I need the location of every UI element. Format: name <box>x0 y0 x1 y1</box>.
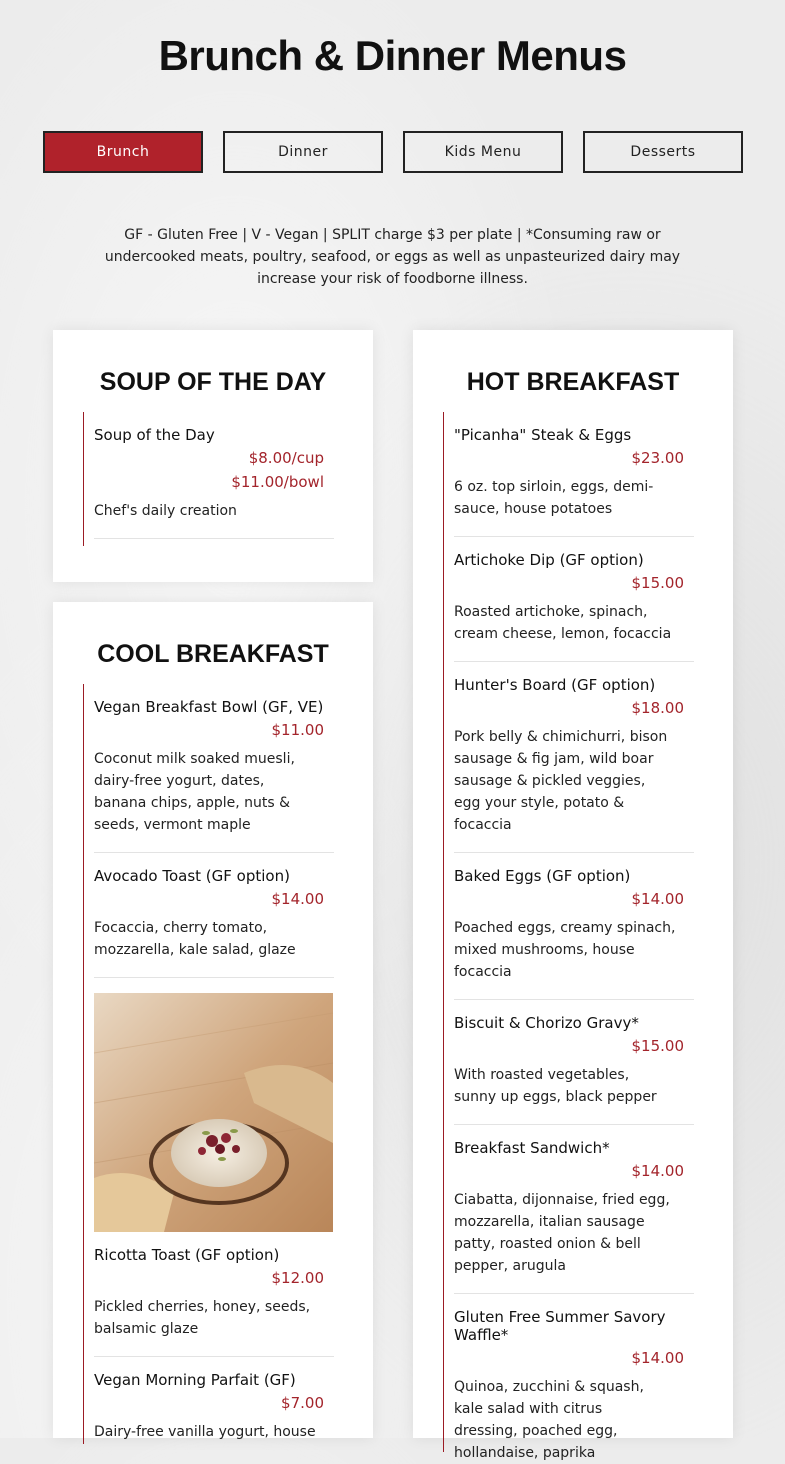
menu-item <box>444 662 694 836</box>
item-name: Gluten Free Summer Savory Waffle* <box>454 1308 666 1344</box>
item-name: Avocado Toast (GF option) <box>94 867 290 885</box>
menu-item <box>84 853 334 961</box>
item-divider <box>94 538 334 539</box>
item-price: $15.00 <box>631 1037 684 1055</box>
hot-breakfast-card <box>413 330 733 1461</box>
item-description: With roasted vegetables, sunny up eggs, black pepper <box>454 1067 657 1105</box>
menu-tabs <box>43 131 743 173</box>
item-price: $23.00 <box>631 449 684 467</box>
dish-photo-wrapper <box>84 978 334 1232</box>
item-description: Roasted artichoke, spinach, cream cheese, lemon, focaccia <box>454 604 672 642</box>
tab-dinner[interactable]: Dinner <box>223 131 383 173</box>
item-name: Vegan Breakfast Bowl (GF, VE) <box>94 698 324 716</box>
soup-items <box>83 412 334 546</box>
menu-item <box>444 537 694 645</box>
item-description: 6 oz. top sirloin, eggs, demi-sauce, house potatoes <box>454 479 654 517</box>
item-name: "Picanha" Steak & Eggs <box>454 426 632 444</box>
item-name: Breakfast Sandwich* <box>454 1139 610 1157</box>
soup-section-title: SOUP OF THE DAY <box>99 368 327 396</box>
item-price: $18.00 <box>631 699 684 717</box>
item-price: $14.00 <box>631 1349 684 1367</box>
tab-kids-menu[interactable]: Kids Menu <box>403 131 563 173</box>
item-price: $14.00 <box>631 1162 684 1180</box>
menu-item <box>84 1232 334 1340</box>
menu-item <box>444 1294 694 1464</box>
item-description: Quinoa, zucchini & squash, kale salad with citrus dressing, poached egg, hollandaise, paprika <box>454 1379 644 1461</box>
item-price: $14.00 <box>271 890 324 908</box>
item-description: Chef's daily creation <box>94 503 237 519</box>
item-description: Dairy-free vanilla yogurt, house <box>94 1424 316 1440</box>
page-title: Brunch & Dinner Menus <box>158 32 627 79</box>
hot-breakfast-items <box>443 412 694 1461</box>
item-price: $14.00 <box>631 890 684 908</box>
menu-item <box>444 853 694 983</box>
item-name: Ricotta Toast (GF option) <box>94 1246 280 1264</box>
item-price: $15.00 <box>631 574 684 592</box>
menu-item <box>444 1000 694 1108</box>
cool-breakfast-card <box>53 602 373 1438</box>
hot-breakfast-section-title: HOT BREAKFAST <box>466 368 680 396</box>
dietary-notice: GF - Gluten Free | V - Vegan | SPLIT charge $3 per plate | *Consuming raw or undercooked meats, poultry, seafood, or eggs as well as unpasteurized dairy may increase your risk of foodborne illness. <box>104 227 681 287</box>
cool-breakfast-items <box>83 684 334 1444</box>
menu-item <box>84 684 334 836</box>
soup-card <box>53 330 373 582</box>
menu-item <box>444 412 694 520</box>
item-description: Focaccia, cherry tomato, mozzarella, kale salad, glaze <box>94 920 296 958</box>
menu-item <box>84 1357 334 1443</box>
item-price: $7.00 <box>281 1394 324 1412</box>
item-price: $11.00 <box>271 721 324 739</box>
item-description: Pickled cherries, honey, seeds, balsamic glaze <box>94 1299 311 1337</box>
item-name: Biscuit & Chorizo Gravy* <box>454 1014 639 1032</box>
item-name: Hunter's Board (GF option) <box>454 676 656 694</box>
item-price-cup: $8.00/cup <box>248 449 324 467</box>
menu-item <box>84 412 334 522</box>
tab-desserts[interactable]: Desserts <box>583 131 743 173</box>
item-description: Poached eggs, creamy spinach, mixed mushrooms, house focaccia <box>454 920 676 980</box>
cool-breakfast-section-title: COOL BREAKFAST <box>97 640 329 668</box>
item-price-bowl: $11.00/bowl <box>231 473 324 491</box>
item-description: Ciabatta, dijonnaise, fried egg, mozzarella, italian sausage patty, roasted onion & bell pepper, arugula <box>454 1192 670 1274</box>
item-description: Coconut milk soaked muesli, dairy-free yogurt, dates, banana chips, apple, nuts & seeds, vermont maple <box>94 751 295 833</box>
item-name: Soup of the Day <box>94 426 215 444</box>
item-description: Pork belly & chimichurri, bison sausage & fig jam, wild boar sausage & pickled veggies, egg your style, potato & focaccia <box>454 729 668 833</box>
item-name: Baked Eggs (GF option) <box>454 867 631 885</box>
item-name: Vegan Morning Parfait (GF) <box>94 1371 296 1389</box>
ricotta-toast-photo <box>94 993 333 1232</box>
item-name: Artichoke Dip (GF option) <box>454 551 644 569</box>
menu-item <box>444 1125 694 1277</box>
tab-brunch[interactable]: Brunch <box>43 131 203 173</box>
item-price: $12.00 <box>271 1269 324 1287</box>
